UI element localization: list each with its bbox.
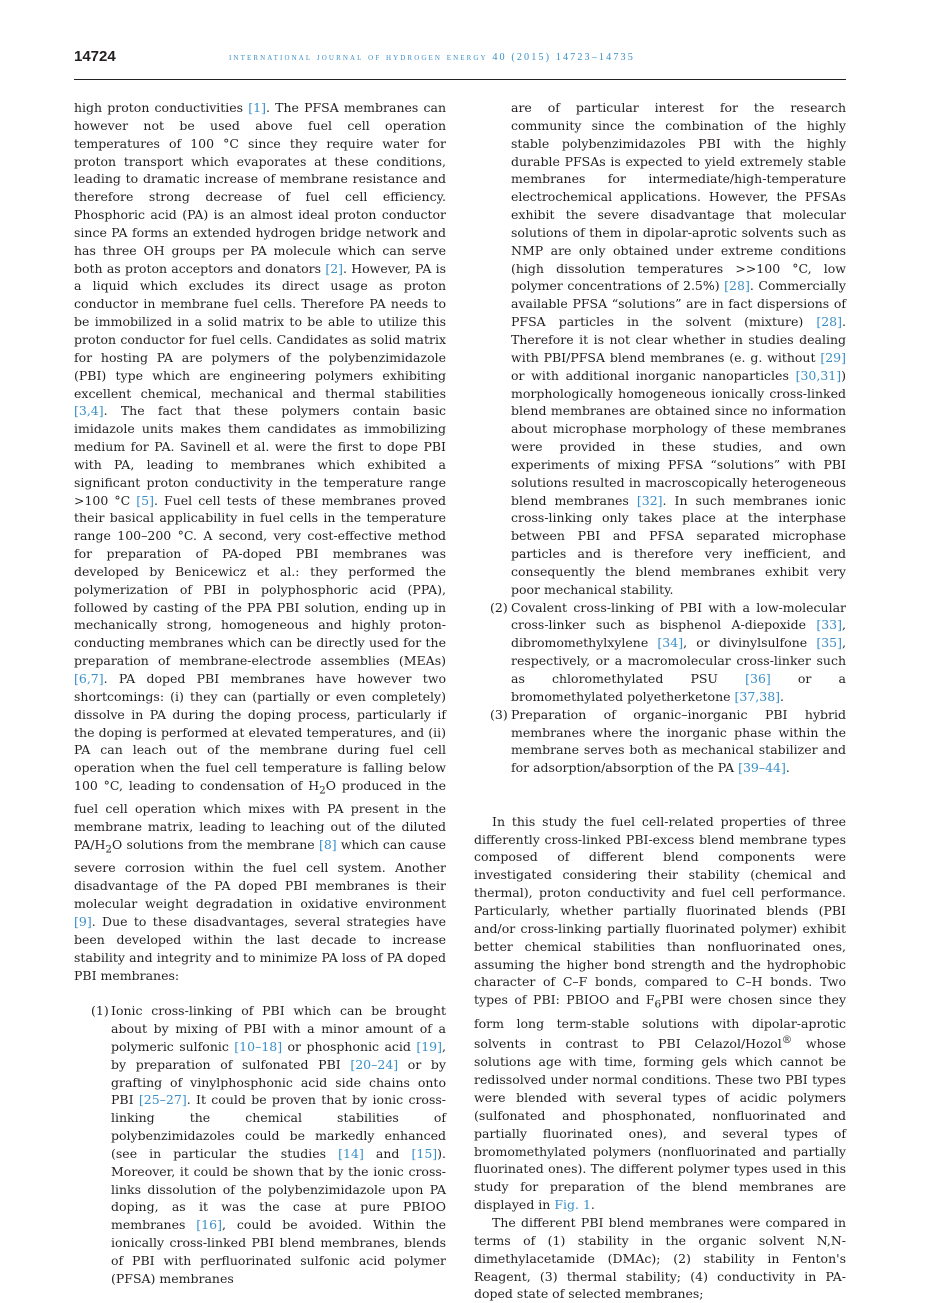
- citation-link[interactable]: [28]: [724, 278, 750, 294]
- citation-link[interactable]: [25–27]: [138, 1092, 187, 1108]
- strategy-list-continued: [474, 99, 846, 777]
- citation-link[interactable]: [35]: [816, 635, 842, 651]
- page-header: [74, 48, 846, 78]
- list-item: (1) Ionic cross-linking of PBI which can be brought about by mixing of PBI with a minor amount of a polymeric sulfonic [10–18] or phosphonic acid [19], by preparation of sulfonated PBI [20–24] or by grafting of vinylphosphonic acid side chains onto PBI [25–27]. It could be proven that by ionic cross-linking the chemical stabilities of polybenzimidazoles could be markedly enhanced (see in particular the studies [14] and [15]). Moreover, it could be shown that by the ionic cross-links dissolution of the polybenzimidazole upon PA doping, as it was the case at pure PBIOO membranes [16], could be avoided. Within the ionically cross-linked PBI blend membranes, blends of PBI with perfluorinated sulfonic acid polymer (PFSA) membranes: [91, 1003, 447, 1286]
- list-number: (2): [490, 599, 508, 615]
- citation-link[interactable]: [14]: [338, 1145, 364, 1161]
- citation-link[interactable]: [16]: [196, 1217, 222, 1233]
- citation-link[interactable]: [37,38]: [734, 688, 781, 704]
- strategy-list: [74, 1002, 446, 1288]
- citation-link[interactable]: [10–18]: [234, 1038, 283, 1054]
- citation-link[interactable]: [32]: [636, 492, 663, 508]
- f6pbi-formula: $F_6PBI$: [645, 992, 684, 1011]
- paragraph-comparison: The different PBI blend membranes were compared in terms of (1) stability in the organic solvent N,N-dimethylacetamide (DMAc); (2) stability in Fenton's Reagent, (3) thermal stability; (4) conductivity in PA-doped state of selected membranes;: [474, 1214, 846, 1302]
- citation-link[interactable]: [29]: [820, 349, 846, 365]
- header-rule: [74, 79, 846, 80]
- figure-link[interactable]: Fig. 1: [554, 1197, 591, 1213]
- citation-link[interactable]: [19]: [416, 1038, 443, 1054]
- left-column: [74, 99, 446, 1288]
- citation-link[interactable]: [9]: [74, 913, 92, 929]
- citation-link[interactable]: [6,7]: [74, 671, 104, 686]
- list-item-continued: are of particular interest for the research community since the combination of the highly stable polybenzimidazoles PBI with the highly durable PFSAs is expected to yield extremely stable membranes for intermediate/high-temperature electrochemical applications. However, the PFSAs exhibit the severe disadvantage that molecular solutions of them in dipolar-aprotic solvents such as NMP are only obtained under extreme conditions (high dissolution temperatures >>100 °C, low polymer concentrations of 2.5%) [28]. Commercially available PFSA “solutions” are in fact dispersions of PFSA particles in the solvent (mixture) [28]. Therefore it is not clear whether in studies dealing with PBI/PFSA blend membranes (e. g. without [29] or with additional inorganic nanoparticles [30,31]) morphologically homogeneous ionically cross-linked blend membranes are obtained since no information about microphase morphology of these membranes were provided in these studies, and own experiments of mixing PFSA “solutions” with PBI solutions resulted in macroscopically heterogeneous blend membranes [32]. In such membranes ionic cross-linking only takes place at the interphase between PBI and PFSA separated microphase particles and is therefore very inefficient, and consequently the blend membranes exhibit very poor mechanical stability.: [511, 100, 846, 597]
- h2o-formula: $H_2O$: [308, 778, 337, 797]
- page-number: 14724: [74, 48, 116, 65]
- citation-link[interactable]: [33]: [816, 617, 843, 633]
- citation-link[interactable]: [8]: [318, 837, 337, 853]
- citation-link[interactable]: [34]: [657, 635, 684, 651]
- citation-link[interactable]: [3,4]: [74, 403, 104, 419]
- paragraph-intro-continued: high proton conductivities [1]. The PFSA membranes can however not be used above fuel cell operation temperatures of 100 °C since they require water for proton transport which evaporates at these conditions, leading to dramatic increase of membrane resistance and therefore strong decrease of fuel cell efficiency. Phosphoric acid (PA) is an almost ideal proton conductor since PA forms an extended hydrogen bridge network and has three OH groups per PA molecule which can serve both as proton acceptors and donators [2]. However, PA is a liquid which excludes its direct usage as proton conductor in membrane fuel cells. Therefore PA needs to be immobilized in a solid matrix to be able to utilize this proton conductor for fuel cells. Candidates as solid matrix for hosting PA are polymers of the polybenzimidazole (PBI) type which are engineering polymers exhibiting excellent chemical, mechanical and thermal stabilities [3,4]. The fact that these polymers contain basic imidazole units makes them candidates as immobilizing medium for PA. Savinell et al. were the first to dope PBI with PA, leading to membranes which exhibited a significant proton conductivity in the temperature range >100 °C [5]. Fuel cell tests of these membranes proved their basical applicability in fuel cells in the temperature range 100–200 °C. A second, very cost-effective method for preparation of PA-doped PBI membranes was developed by Benicewicz et al.: they performed the polymerization of PBI in polyphosphoric acid (PPA), followed by casting of the PPA PBI solution, ending up in mechanically strong, homogeneous and highly proton-conducting membranes which can be directly used for the preparation of membrane-electrode assemblies (MEAs) [6,7]. PA doped PBI membranes have however two shortcomings: (i) they can (partially or even completely) dissolve in PA during the doping process, particularly if the doping is performed at elevated temperatures, and (ii) PA can leach out of the membrane during fuel cell operation when the fuel cell temperature is falling below 100 °C, leading to condensation of $H_2O$ produced in the fuel cell operation which mixes with PA present in the membrane matrix, leading to leaching out of the diluted $PA/H_2O$ solutions from the membrane [8] which can cause severe corrosion within the fuel cell system. Another disadvantage of the PA doped PBI membranes is their molecular weight degradation in oxidative environment [9]. Due to these disadvantages, several strategies have been developed within the last decade to increase stability and integrity and to minimize PA loss of PA doped PBI membranes:: [74, 100, 447, 983]
- list-number: (3): [490, 706, 508, 722]
- h2o-formula: $H_2O$: [94, 837, 123, 856]
- citation-link[interactable]: [15]: [411, 1145, 438, 1161]
- citation-link[interactable]: [1]: [248, 100, 266, 115]
- paragraph-study-aim: In this study the fuel cell-related properties of three differently cross-linked PBI-excess blend membrane types composed of different blend components were investigated considering their stability (chemical and thermal), proton conductivity and fuel cell performance. Particularly, whether partially fluorinated blends (PBI and/or cross-linking partially fluorinated polymer) exhibit better chemical stabilities than nonfluorinated ones, assuming the higher bond strength and the hydrophobic character of C–F bonds, compared to C–H bonds. Two types of PBI: PBIOO and $F_6PBI$ were chosen since they form long term-stable solutions with dipolar-aprotic solvents in contrast to PBI Celazol/Hozol® whose solutions age with time, forming gels which cannot be redissolved under normal conditions. These two PBI types were blended with several types of acidic polymers (sulfonated and phosphonated, nonfluorinated and partially fluorinated ones), and several types of bromomethylated polymers (nonfluorinated and partially fluorinated ones). The different polymer types used in this study for preparation of the blend membranes are displayed in Fig. 1.: [474, 813, 847, 1213]
- right-column: [474, 99, 846, 1303]
- citation-link[interactable]: [39–44]: [738, 760, 786, 776]
- citation-link[interactable]: [36]: [745, 671, 771, 686]
- citation-link[interactable]: [2]: [325, 260, 344, 276]
- list-number: (1): [91, 1003, 109, 1019]
- list-item: (3) Preparation of organic–inorganic PBI hybrid membranes where the inorganic phase within the membrane serves both as mechanical stabilizer and for adsorption/absorption of the PA [39–44].: [490, 706, 846, 776]
- journal-title: international journal of hydrogen energy 40 (2015) 14723–14735: [229, 52, 635, 63]
- citation-link[interactable]: [28]: [816, 314, 843, 330]
- citation-link[interactable]: [5]: [136, 492, 154, 508]
- list-item: (2) Covalent cross-linking of PBI with a low-molecular cross-linker such as bisphenol A-diepoxide [33], dibromomethylxylene [34], or divinylsulfone [35], respectively, or a macromolecular cross-linker such as chloromethylated PSU [36] or a bromomethylated polyetherketone [37,38].: [490, 599, 846, 704]
- citation-link[interactable]: [20–24]: [350, 1056, 399, 1072]
- citation-link[interactable]: [30,31]: [795, 367, 842, 383]
